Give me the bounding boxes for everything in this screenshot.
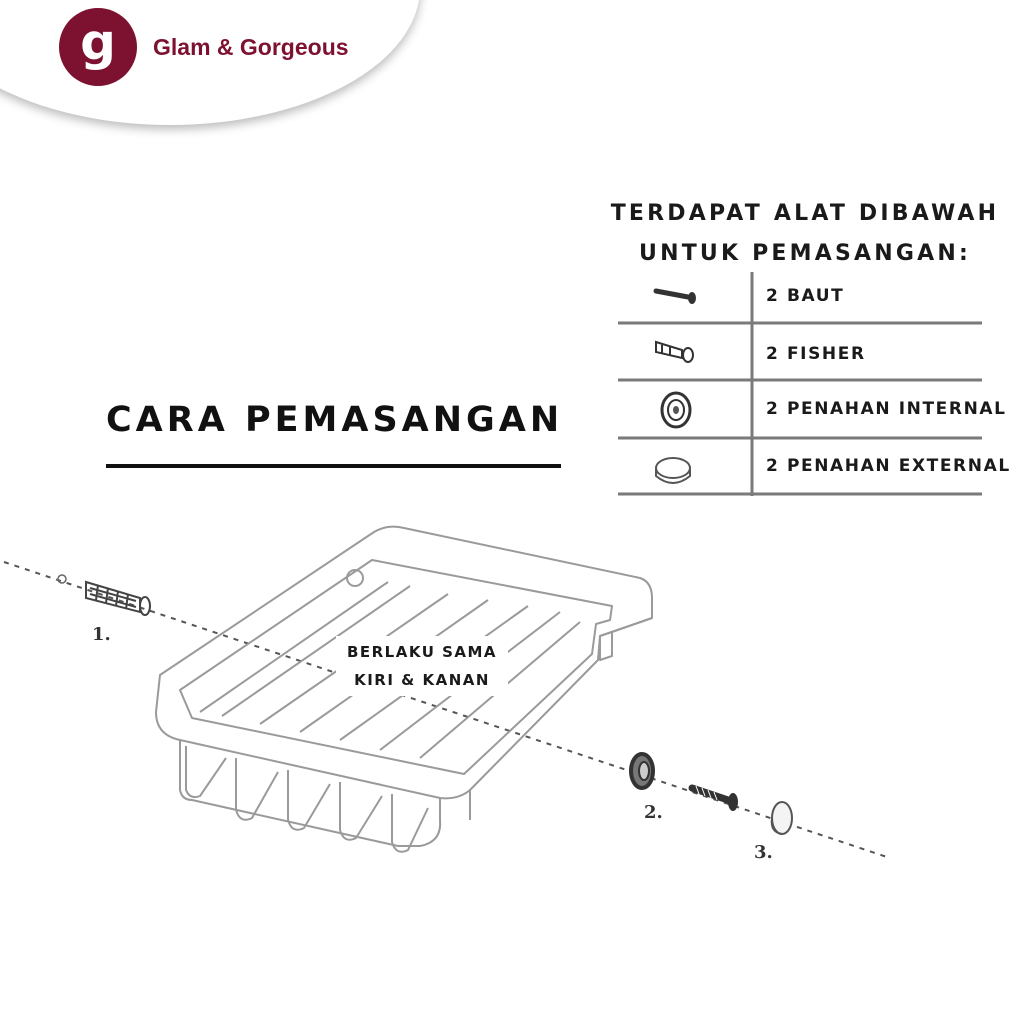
tool-label-wall-plug: 2 FISHER — [766, 344, 866, 364]
tool-label-external-holder: 2 PENAHAN EXTERNAL — [766, 456, 1011, 476]
brand-name: Glam & Gorgeous — [153, 34, 349, 60]
diagram-note — [336, 636, 508, 696]
page-heading: CARA PEMASANGAN — [106, 400, 564, 440]
step-3-label: 3. — [754, 842, 773, 863]
wall-plug-icon — [656, 342, 693, 362]
diagram-note-line-2: KIRI & KANAN — [354, 671, 490, 689]
tool-label-screw: 2 BAUT — [766, 286, 845, 306]
tools-title-line-2: UNTUK PEMASANGAN: — [639, 241, 971, 266]
internal-holder-part — [631, 754, 653, 788]
small-screw-icon — [58, 575, 66, 583]
installation-axis — [4, 562, 890, 858]
screw-part — [692, 786, 738, 811]
brand-logo-letter: g — [80, 13, 116, 71]
screw-icon — [656, 291, 696, 304]
internal-holder-icon — [662, 393, 690, 427]
tools-title-line-1: TERDAPAT ALAT DIBAWAH — [610, 201, 1000, 226]
step-1-label: 1. — [92, 624, 111, 645]
tool-label-internal-holder: 2 PENAHAN INTERNAL — [766, 399, 1007, 419]
external-holder-icon — [656, 458, 690, 483]
step-2-label: 2. — [644, 802, 663, 823]
heading-underline — [106, 464, 561, 468]
diagram-note-line-1: BERLAKU SAMA — [346, 643, 498, 661]
external-holder-part — [772, 802, 792, 834]
wall-plug-part — [86, 582, 150, 615]
